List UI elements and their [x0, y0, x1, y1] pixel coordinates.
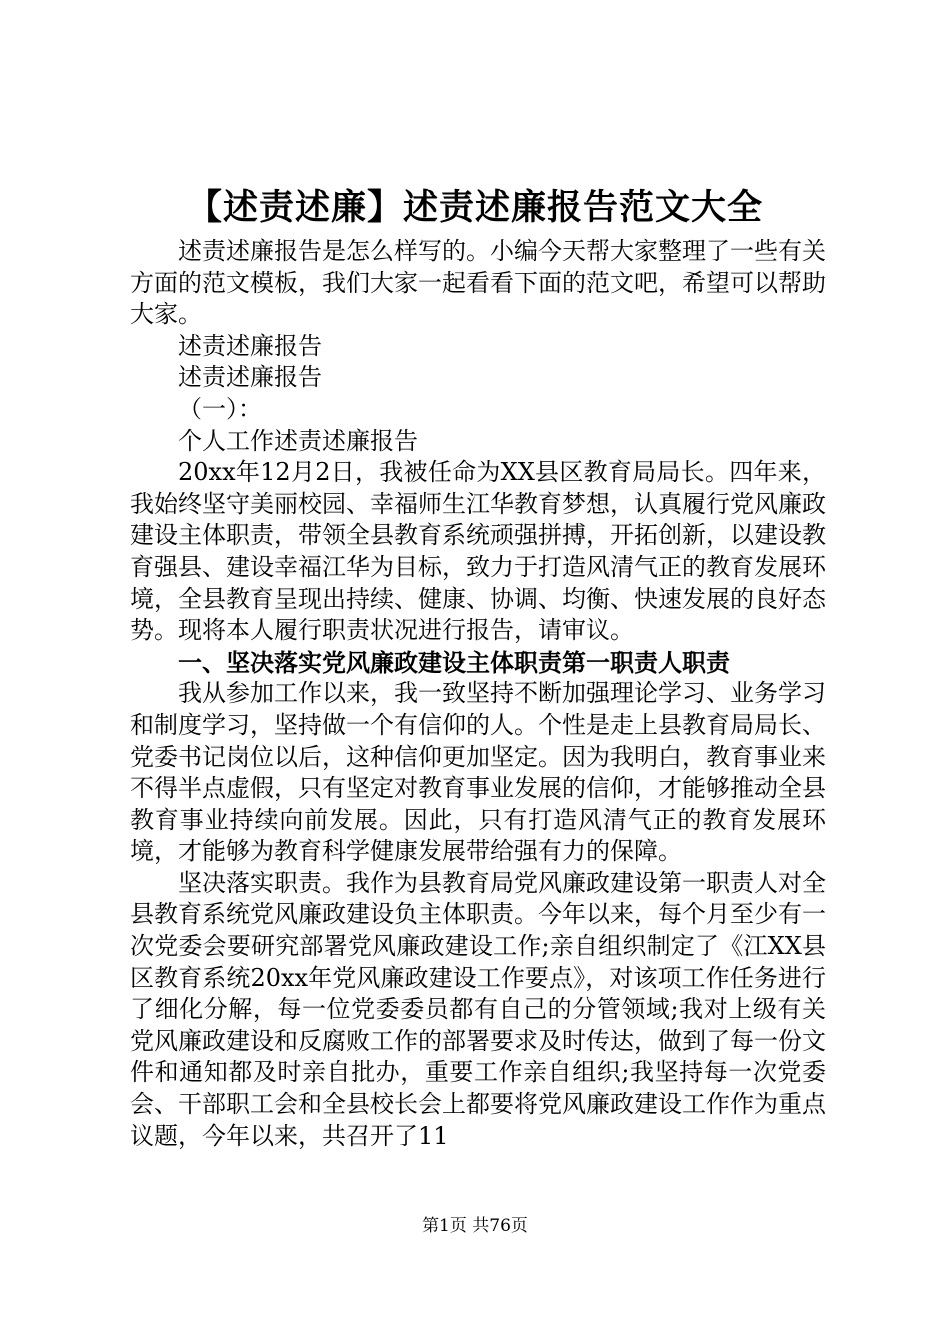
intro-paragraph: 述责述廉报告是怎么样写的。小编今天帮大家整理了一些有关方面的范文模板，我们大家一起看看下面的范文吧，希望可以帮助大家。: [130, 237, 826, 329]
section-heading: 一、坚决落实党风廉政建设主体职责第一职责人职责: [178, 647, 730, 677]
section-label: 述责述廉报告: [178, 331, 322, 360]
document-body: [130, 236, 826, 1152]
page-footer: 第1页 共76页: [422, 1216, 528, 1236]
section-number: （一）：: [178, 394, 262, 423]
report-subtitle: 个人工作述责述廉报告: [178, 426, 418, 455]
body-paragraph: 20xx年12月2日，我被任命为XX县区教育局局长。四年来，我始终坚守美丽校园、幸福师生江华教育梦想，认真履行党风廉政建设主体职责，带领全县教育系统顽强拼搏，开拓创新，以建设教育强县、建设幸福江华为目标，致力于打造风清气正的教育发展环境，全县教育呈现出持续、健康、协调、均衡、快速发展的良好态势。现将本人履行职责状况进行报告，请审议。: [130, 458, 826, 645]
body-paragraph: 坚决落实职责。我作为县教育局党风廉政建设第一职责人对全县教育系统党风廉政建设负主体职责。今年以来，每个月至少有一次党委会要研究部署党风廉政建设工作;亲自组织制定了《江XX县区教育系统20xx年党风廉政建设工作要点》，对该项工作任务进行了细化分解，每一位党委委员都有自己的分管领域;我对上级有关党风廉政建设和反腐败工作的部署要求及时传达，做到了每一份文件和通知都及时亲自批办，重要工作亲自组织;我坚持每一次党委会、干部职工会和全县校长会上都要将党风廉政建设工作作为重点议题，今年以来，共召开了11: [130, 868, 826, 1150]
section-label: 述责述廉报告: [178, 363, 322, 392]
document-title: 【述责述廉】述责述廉报告范文大全: [186, 187, 763, 228]
body-paragraph: 我从参加工作以来，我一致坚持不断加强理论学习、业务学习和制度学习，坚持做一个有信仰的人。个性是走上县教育局局长、党委书记岗位以后，这种信仰更加坚定。因为我明白，教育事业来不得半点虚假，只有坚定对教育事业发展的信仰，才能够推动全县教育事业持续向前发展。因此，只有打造风清气正的教育发展环境，才能够为教育科学健康发展带给强有力的保障。: [130, 679, 826, 866]
